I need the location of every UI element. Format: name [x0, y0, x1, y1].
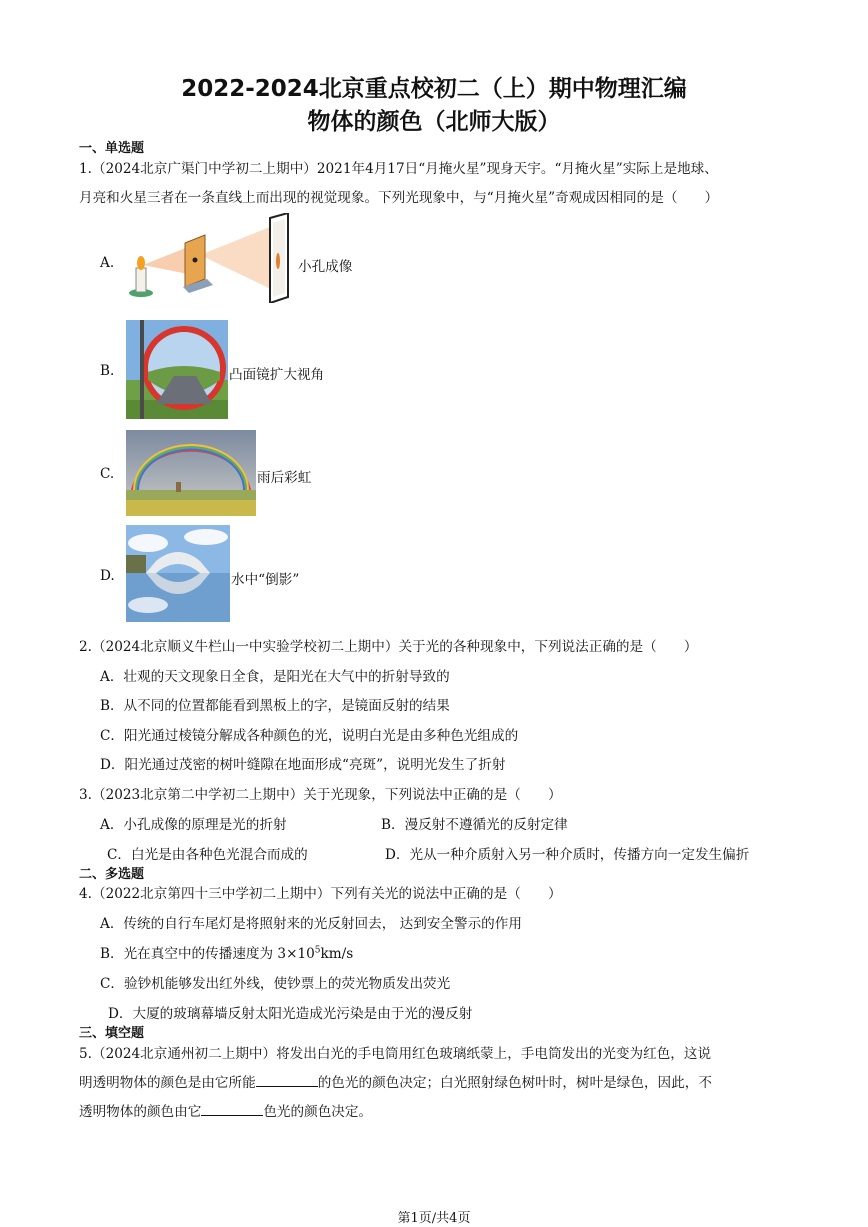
q1-option-d-caption: 水中“倒影”: [231, 572, 300, 588]
q2-option-b: B．从不同的位置都能看到黑板上的字，是镜面反射的结果: [100, 698, 450, 714]
q1-stem-line1: 1.（2024北京广渠门中学初二上期中）2021年4月17日“月掩火星”现身天宇。“月掩火星”实际上是地球、: [79, 161, 718, 177]
q2-stem: 2.（2024北京顺义牛栏山一中实验学校初二上期中）关于光的各种现象中，下列说法正确的是（ ）: [79, 639, 698, 655]
q4-option-b-unit: km/s: [320, 946, 354, 962]
section-heading-fill-in: 三、填空题: [79, 1026, 145, 1041]
q1-option-c-caption: 雨后彩虹: [257, 470, 312, 486]
q1-option-a-caption: 小孔成像: [298, 259, 353, 275]
q5-line3-start: 透明物体的颜色由它: [79, 1104, 202, 1120]
page-footer: 第1页/共4页: [397, 1211, 471, 1226]
q4-option-a: A．传统的自行车尾灯是将照射来的光反射回去， 达到安全警示的作用: [100, 916, 522, 932]
q5-line2-start: 明透明物体的颜色是由它所能: [79, 1075, 256, 1091]
q3-stem: 3.（2023北京第二中学初二上期中）关于光现象，下列说法中正确的是（ ）: [79, 787, 562, 803]
page-title-line2: 物体的颜色（北师大版）: [307, 109, 561, 135]
q3-option-a: A．小孔成像的原理是光的折射: [100, 817, 287, 833]
q5-line2-end: 的色光的颜色决定；白光照射绿色树叶时，树叶是绿色，因此，不: [317, 1075, 712, 1091]
q1-option-c-label: C.: [100, 466, 115, 482]
q2-option-c: C．阳光通过棱镜分解成各种颜色的光，说明白光是由多种色光组成的: [100, 728, 519, 744]
q4-option-d: D．大厦的玻璃幕墙反射太阳光造成光污染是由于光的漫反射: [108, 1006, 473, 1022]
q5-answer-blank-1[interactable]: [256, 1074, 318, 1087]
q1-stem-line2: 月亮和火星三者在一条直线上而出现的视觉现象。下列光现象中，与“月掩火星”奇观成因相同的是（ ）: [79, 190, 719, 206]
pinhole-imaging-illustration: [125, 213, 300, 303]
q4-option-b: [100, 942, 353, 962]
q1-option-a-label: A.: [100, 255, 115, 271]
q5-line3-end: 色光的颜色决定。: [263, 1104, 373, 1120]
q4-option-b-prefix: B．光在真空中的传播速度为 3×10: [100, 946, 315, 962]
q3-option-c: C．白光是由各种色光混合而成的: [107, 847, 308, 863]
q1-option-d-label: D.: [100, 568, 115, 584]
q3-option-d: D．光从一种介质射入另一种介质时，传播方向一定发生偏折: [385, 847, 750, 863]
q4-option-c: C．验钞机能够发出红外线，使钞票上的荧光物质发出荧光: [100, 976, 451, 992]
water-reflection-photo: [126, 525, 230, 622]
section-heading-multiple-choice: 二、多选题: [79, 867, 145, 882]
q5-answer-blank-2[interactable]: [201, 1103, 263, 1116]
q4-option-b-exponent: 5: [314, 945, 321, 956]
q2-option-a: A．壮观的天文现象日全食，是阳光在大气中的折射导致的: [100, 669, 450, 685]
q1-option-b-caption: 凸面镜扩大视角: [229, 367, 325, 383]
convex-mirror-photo: [126, 320, 228, 419]
page-title-line1: 2022-2024北京重点校初二（上）期中物理汇编: [181, 76, 687, 102]
section-heading-single-choice: 一、单选题: [79, 141, 145, 156]
q2-option-d: D．阳光通过茂密的树叶缝隙在地面形成“亮斑”，说明光发生了折射: [100, 757, 506, 773]
q4-stem: 4.（2022北京第四十三中学初二上期中）下列有关光的说法中正确的是（ ）: [79, 886, 562, 902]
q1-option-b-label: B.: [100, 363, 115, 379]
q3-option-b: B．漫反射不遵循光的反射定律: [381, 817, 568, 833]
q5-line2: [79, 1071, 712, 1091]
q5-line1: 5.（2024北京通州初二上期中）将发出白光的手电筒用红色玻璃纸蒙上，手电筒发出的光变为红色，这说: [79, 1046, 712, 1062]
rainbow-photo: [126, 430, 256, 516]
q5-line3: [79, 1100, 372, 1120]
